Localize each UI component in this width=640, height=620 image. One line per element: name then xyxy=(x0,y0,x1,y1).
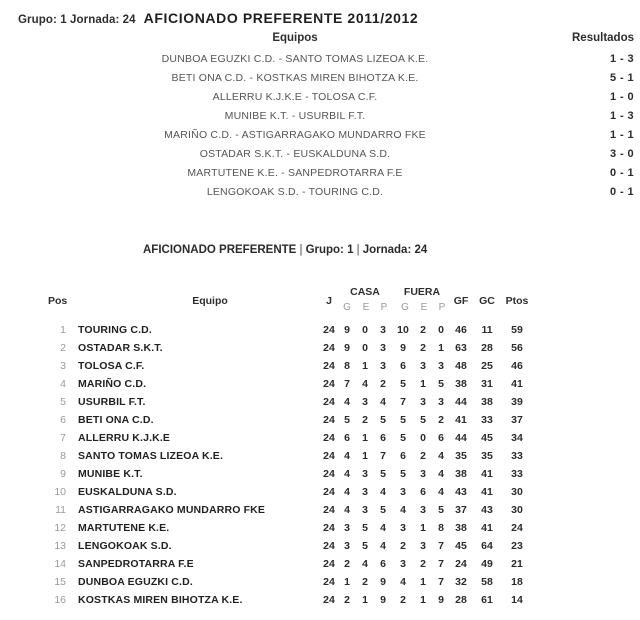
cell-goals-for: 63 xyxy=(455,342,467,354)
cell-away-wins: 4 xyxy=(400,504,406,516)
cell-position: 16 xyxy=(54,594,66,606)
cell-home-wins: 4 xyxy=(344,486,350,498)
cell-away-draws: 1 xyxy=(420,378,426,390)
cell-position: 2 xyxy=(60,342,66,354)
cell-home-wins: 2 xyxy=(344,594,350,606)
table-row xyxy=(0,321,640,339)
cell-team-name: LENGOKOAK S.D. xyxy=(78,540,172,552)
cell-home-wins: 3 xyxy=(344,522,350,534)
cell-away-draws: 2 xyxy=(420,342,426,354)
cell-position: 4 xyxy=(60,378,66,390)
cell-away-losses: 7 xyxy=(438,558,444,570)
cell-home-draws: 3 xyxy=(362,504,368,516)
cell-position: 12 xyxy=(54,522,66,534)
cell-points: 24 xyxy=(511,522,523,534)
cell-home-wins: 4 xyxy=(344,450,350,462)
table-row xyxy=(0,411,640,429)
cell-away-losses: 5 xyxy=(438,378,444,390)
cell-team-name: TOLOSA C.F. xyxy=(78,360,145,372)
cell-away-wins: 6 xyxy=(400,450,406,462)
cell-home-losses: 4 xyxy=(380,396,386,408)
cell-goals-for: 38 xyxy=(455,468,467,480)
cell-away-losses: 0 xyxy=(438,324,444,336)
table-row xyxy=(0,537,640,555)
cell-away-losses: 8 xyxy=(438,522,444,534)
cell-home-draws: 3 xyxy=(362,486,368,498)
table-row xyxy=(0,501,640,519)
cell-goals-for: 48 xyxy=(455,360,467,372)
column-header-team: Equipo xyxy=(192,295,228,307)
match-teams: MARIÑO C.D. - ASTIGARRAGAKO MUNDARRO FKE xyxy=(164,129,426,141)
match-teams: LENGOKOAK S.D. - TOURING C.D. xyxy=(206,186,384,198)
cell-goals-against: 49 xyxy=(481,558,493,570)
cell-position: 11 xyxy=(55,504,66,516)
cell-played: 24 xyxy=(323,594,335,606)
cell-goals-for: 43 xyxy=(455,486,467,498)
cell-away-wins: 5 xyxy=(400,378,406,390)
match-row xyxy=(0,69,640,88)
results-column-headers xyxy=(0,32,640,48)
cell-team-name: MARIÑO C.D. xyxy=(78,378,147,390)
match-score: 0 - 1 xyxy=(609,186,634,198)
column-header-away-losses: P xyxy=(438,302,446,313)
cell-away-draws: 3 xyxy=(420,504,426,516)
cell-points: 33 xyxy=(511,450,523,462)
cell-team-name: BETI ONA C.D. xyxy=(78,414,154,426)
cell-away-draws: 1 xyxy=(420,522,426,534)
cell-points: 46 xyxy=(511,360,523,372)
match-score: 1 - 1 xyxy=(609,129,634,141)
cell-goals-against: 41 xyxy=(481,486,493,498)
cell-away-wins: 2 xyxy=(400,540,406,552)
standings-round-label: Jornada: 24 xyxy=(362,244,428,256)
table-row xyxy=(0,393,640,411)
table-row xyxy=(0,339,640,357)
cell-goals-for: 38 xyxy=(455,522,467,534)
cell-away-draws: 2 xyxy=(420,324,426,336)
cell-points: 30 xyxy=(511,486,523,498)
cell-position: 9 xyxy=(60,468,66,480)
cell-away-draws: 0 xyxy=(420,432,426,444)
cell-team-name: ASTIGARRAGAKO MUNDARRO FKE xyxy=(78,504,266,516)
cell-away-draws: 5 xyxy=(420,414,426,426)
cell-away-draws: 3 xyxy=(420,396,426,408)
cell-home-draws: 5 xyxy=(362,540,368,552)
match-teams: OSTADAR S.K.T. - EUSKALDUNA S.D. xyxy=(199,148,391,160)
cell-goals-for: 35 xyxy=(455,450,467,462)
cell-home-losses: 3 xyxy=(380,342,386,354)
cell-goals-against: 38 xyxy=(481,396,493,408)
cell-position: 3 xyxy=(60,360,66,372)
cell-home-wins: 8 xyxy=(344,360,350,372)
cell-away-draws: 1 xyxy=(420,594,426,606)
cell-played: 24 xyxy=(323,558,335,570)
table-row xyxy=(0,555,640,573)
cell-points: 23 xyxy=(511,540,523,552)
cell-away-draws: 6 xyxy=(420,486,426,498)
cell-position: 5 xyxy=(60,396,66,408)
cell-home-wins: 6 xyxy=(344,432,350,444)
cell-played: 24 xyxy=(323,342,335,354)
cell-played: 24 xyxy=(323,576,335,588)
standings-competition-label: AFICIONADO PREFERENTE xyxy=(143,244,297,256)
cell-away-draws: 1 xyxy=(420,576,426,588)
cell-away-wins: 10 xyxy=(397,324,409,336)
title-separator-2: | xyxy=(356,244,360,256)
table-row xyxy=(0,591,640,609)
cell-team-name: MARTUTENE K.E. xyxy=(78,522,170,534)
cell-points: 39 xyxy=(511,396,523,408)
cell-home-draws: 4 xyxy=(362,378,368,390)
results-competition-title: AFICIONADO PREFERENTE 2011/2012 xyxy=(143,10,419,26)
cell-points: 34 xyxy=(511,432,523,444)
cell-goals-against: 45 xyxy=(481,432,493,444)
cell-home-wins: 9 xyxy=(344,342,350,354)
cell-goals-for: 24 xyxy=(455,558,467,570)
column-group-header-away: FUERA xyxy=(403,286,441,298)
cell-away-wins: 3 xyxy=(400,522,406,534)
match-score: 1 - 3 xyxy=(609,53,634,65)
cell-team-name: SANPEDROTARRA F.E xyxy=(78,558,194,570)
cell-away-draws: 2 xyxy=(420,450,426,462)
cell-home-losses: 5 xyxy=(380,468,386,480)
cell-home-draws: 1 xyxy=(362,360,368,372)
cell-away-wins: 9 xyxy=(400,342,406,354)
standings-table-header xyxy=(0,286,640,316)
cell-goals-against: 31 xyxy=(481,378,493,390)
cell-home-wins: 4 xyxy=(344,468,350,480)
cell-away-wins: 6 xyxy=(400,360,406,372)
cell-points: 14 xyxy=(511,594,523,606)
standings-table-body xyxy=(0,321,640,609)
cell-played: 24 xyxy=(323,396,335,408)
cell-home-wins: 2 xyxy=(344,558,350,570)
cell-away-losses: 9 xyxy=(438,594,444,606)
column-header-home-wins: G xyxy=(343,302,351,313)
cell-away-losses: 1 xyxy=(438,342,444,354)
cell-home-losses: 4 xyxy=(380,522,386,534)
cell-team-name: EUSKALDUNA S.D. xyxy=(78,486,177,498)
cell-goals-against: 43 xyxy=(481,504,493,516)
column-header-played: J xyxy=(326,295,332,307)
column-header-points: Ptos xyxy=(505,295,529,307)
column-header-pos: Pos xyxy=(48,295,68,307)
cell-away-draws: 3 xyxy=(420,540,426,552)
cell-played: 24 xyxy=(323,378,335,390)
results-header-teams: Equipos xyxy=(272,32,318,44)
cell-goals-against: 35 xyxy=(481,450,493,462)
match-row xyxy=(0,145,640,164)
cell-home-losses: 7 xyxy=(380,450,386,462)
cell-position: 7 xyxy=(60,432,66,444)
cell-position: 1 xyxy=(60,324,66,336)
table-row xyxy=(0,429,640,447)
table-row xyxy=(0,465,640,483)
cell-home-draws: 3 xyxy=(362,468,368,480)
cell-home-draws: 1 xyxy=(362,450,368,462)
cell-position: 8 xyxy=(60,450,66,462)
cell-points: 21 xyxy=(511,558,523,570)
cell-played: 24 xyxy=(323,468,335,480)
cell-goals-against: 33 xyxy=(481,414,493,426)
standings-group-label: Grupo: 1 xyxy=(305,244,354,256)
cell-home-losses: 5 xyxy=(380,414,386,426)
cell-position: 15 xyxy=(54,576,66,588)
cell-position: 6 xyxy=(60,414,66,426)
cell-away-losses: 3 xyxy=(438,360,444,372)
cell-home-losses: 3 xyxy=(380,360,386,372)
cell-home-losses: 3 xyxy=(380,324,386,336)
cell-home-draws: 0 xyxy=(362,324,368,336)
match-teams: MARTUTENE K.E. - SANPEDROTARRA F.E xyxy=(187,167,403,179)
cell-home-wins: 7 xyxy=(344,378,350,390)
match-list xyxy=(0,50,640,202)
cell-home-wins: 4 xyxy=(344,504,350,516)
match-row xyxy=(0,107,640,126)
cell-points: 56 xyxy=(511,342,523,354)
cell-away-wins: 3 xyxy=(400,486,406,498)
column-group-header-home: CASA xyxy=(350,286,380,298)
column-header-away-draws: E xyxy=(420,302,428,313)
cell-away-wins: 3 xyxy=(400,558,406,570)
cell-home-wins: 3 xyxy=(344,540,350,552)
column-header-goals-against: GC xyxy=(479,295,495,307)
match-score: 1 - 3 xyxy=(609,110,634,122)
match-teams: MUNIBE K.T. - USURBIL F.T. xyxy=(224,110,366,122)
cell-goals-for: 32 xyxy=(455,576,467,588)
cell-points: 18 xyxy=(511,576,523,588)
match-score: 0 - 1 xyxy=(609,167,634,179)
cell-home-wins: 4 xyxy=(344,396,350,408)
cell-played: 24 xyxy=(323,486,335,498)
cell-position: 13 xyxy=(54,540,66,552)
cell-played: 24 xyxy=(323,522,335,534)
cell-away-losses: 5 xyxy=(438,504,444,516)
cell-away-wins: 7 xyxy=(400,396,406,408)
cell-team-name: SANTO TOMAS LIZEOA K.E. xyxy=(78,450,224,462)
cell-position: 10 xyxy=(54,486,66,498)
cell-away-wins: 5 xyxy=(400,414,406,426)
cell-home-wins: 1 xyxy=(344,576,350,588)
cell-goals-against: 41 xyxy=(481,522,493,534)
cell-played: 24 xyxy=(323,414,335,426)
cell-home-losses: 4 xyxy=(380,540,386,552)
cell-home-losses: 9 xyxy=(380,576,386,588)
match-teams: DUNBOA EGUZKI C.D. - SANTO TOMAS LIZEOA K.E. xyxy=(161,53,429,65)
cell-away-wins: 4 xyxy=(400,576,406,588)
match-row xyxy=(0,50,640,69)
table-row xyxy=(0,483,640,501)
results-title-row xyxy=(18,10,418,28)
cell-played: 24 xyxy=(323,360,335,372)
cell-home-draws: 4 xyxy=(362,558,368,570)
cell-position: 14 xyxy=(54,558,66,570)
cell-away-wins: 5 xyxy=(400,468,406,480)
cell-points: 33 xyxy=(511,468,523,480)
standings-title xyxy=(143,244,427,256)
cell-away-draws: 3 xyxy=(420,468,426,480)
cell-goals-for: 44 xyxy=(455,432,467,444)
cell-goals-against: 58 xyxy=(481,576,493,588)
cell-team-name: ALLERRU K.J.K.E xyxy=(78,432,171,444)
cell-home-draws: 2 xyxy=(362,414,368,426)
match-score: 5 - 1 xyxy=(609,72,634,84)
cell-away-losses: 7 xyxy=(438,576,444,588)
match-row xyxy=(0,88,640,107)
cell-goals-against: 25 xyxy=(481,360,493,372)
cell-home-draws: 3 xyxy=(362,396,368,408)
cell-away-wins: 2 xyxy=(400,594,406,606)
column-header-away-wins: G xyxy=(401,302,409,313)
cell-team-name: TOURING C.D. xyxy=(78,324,152,336)
cell-away-wins: 5 xyxy=(400,432,406,444)
cell-home-wins: 9 xyxy=(344,324,350,336)
cell-away-losses: 4 xyxy=(438,450,444,462)
match-score: 3 - 0 xyxy=(609,148,634,160)
cell-home-losses: 6 xyxy=(380,558,386,570)
match-score: 1 - 0 xyxy=(609,91,634,103)
cell-home-draws: 5 xyxy=(362,522,368,534)
cell-away-losses: 2 xyxy=(438,414,444,426)
cell-goals-against: 61 xyxy=(481,594,493,606)
match-row xyxy=(0,164,640,183)
cell-team-name: USURBIL F.T. xyxy=(78,396,146,408)
cell-goals-against: 11 xyxy=(481,324,493,336)
cell-goals-for: 44 xyxy=(455,396,467,408)
match-teams: BETI ONA C.D. - KOSTKAS MIREN BIHOTZA K.E. xyxy=(171,72,419,84)
cell-points: 37 xyxy=(511,414,523,426)
title-separator-1: | xyxy=(299,244,303,256)
table-row xyxy=(0,519,640,537)
cell-away-losses: 4 xyxy=(438,486,444,498)
cell-team-name: KOSTKAS MIREN BIHOTZA K.E. xyxy=(78,594,243,606)
cell-goals-for: 45 xyxy=(455,540,467,552)
cell-team-name: MUNIBE K.T. xyxy=(78,468,143,480)
cell-points: 59 xyxy=(511,324,523,336)
cell-goals-for: 38 xyxy=(455,378,467,390)
cell-goals-for: 37 xyxy=(455,504,467,516)
cell-points: 41 xyxy=(511,378,523,390)
table-row xyxy=(0,447,640,465)
cell-goals-against: 41 xyxy=(481,468,493,480)
column-header-goals-for: GF xyxy=(453,295,469,307)
results-header-results: Resultados xyxy=(572,32,634,44)
match-row xyxy=(0,126,640,145)
table-row xyxy=(0,375,640,393)
cell-goals-for: 46 xyxy=(455,324,467,336)
cell-played: 24 xyxy=(323,432,335,444)
table-row xyxy=(0,573,640,591)
cell-home-losses: 6 xyxy=(380,432,386,444)
match-row xyxy=(0,183,640,202)
cell-goals-against: 64 xyxy=(481,540,493,552)
cell-played: 24 xyxy=(323,324,335,336)
cell-played: 24 xyxy=(323,450,335,462)
cell-home-losses: 2 xyxy=(380,378,386,390)
cell-goals-against: 28 xyxy=(481,342,493,354)
table-row xyxy=(0,357,640,375)
match-teams: ALLERRU K.J.K.E - TOLOSA C.F. xyxy=(212,91,378,103)
cell-points: 30 xyxy=(511,504,523,516)
cell-played: 24 xyxy=(323,504,335,516)
cell-home-losses: 9 xyxy=(380,594,386,606)
cell-goals-for: 28 xyxy=(455,594,467,606)
cell-away-losses: 4 xyxy=(438,468,444,480)
cell-away-losses: 7 xyxy=(438,540,444,552)
cell-home-draws: 1 xyxy=(362,432,368,444)
cell-home-draws: 1 xyxy=(362,594,368,606)
cell-team-name: OSTADAR S.K.T. xyxy=(78,342,163,354)
cell-away-draws: 3 xyxy=(420,360,426,372)
column-header-home-losses: P xyxy=(380,302,388,313)
cell-team-name: DUNBOA EGUZKI C.D. xyxy=(78,576,193,588)
cell-played: 24 xyxy=(323,540,335,552)
cell-goals-for: 41 xyxy=(455,414,467,426)
cell-home-draws: 2 xyxy=(362,576,368,588)
cell-home-losses: 4 xyxy=(380,486,386,498)
cell-away-losses: 6 xyxy=(438,432,444,444)
cell-away-draws: 2 xyxy=(420,558,426,570)
cell-home-losses: 5 xyxy=(380,504,386,516)
column-header-home-draws: E xyxy=(362,302,370,313)
cell-away-losses: 3 xyxy=(438,396,444,408)
results-group-round-label: Grupo: 1 Jornada: 24 xyxy=(18,14,136,26)
cell-home-wins: 5 xyxy=(344,414,350,426)
cell-home-draws: 0 xyxy=(362,342,368,354)
